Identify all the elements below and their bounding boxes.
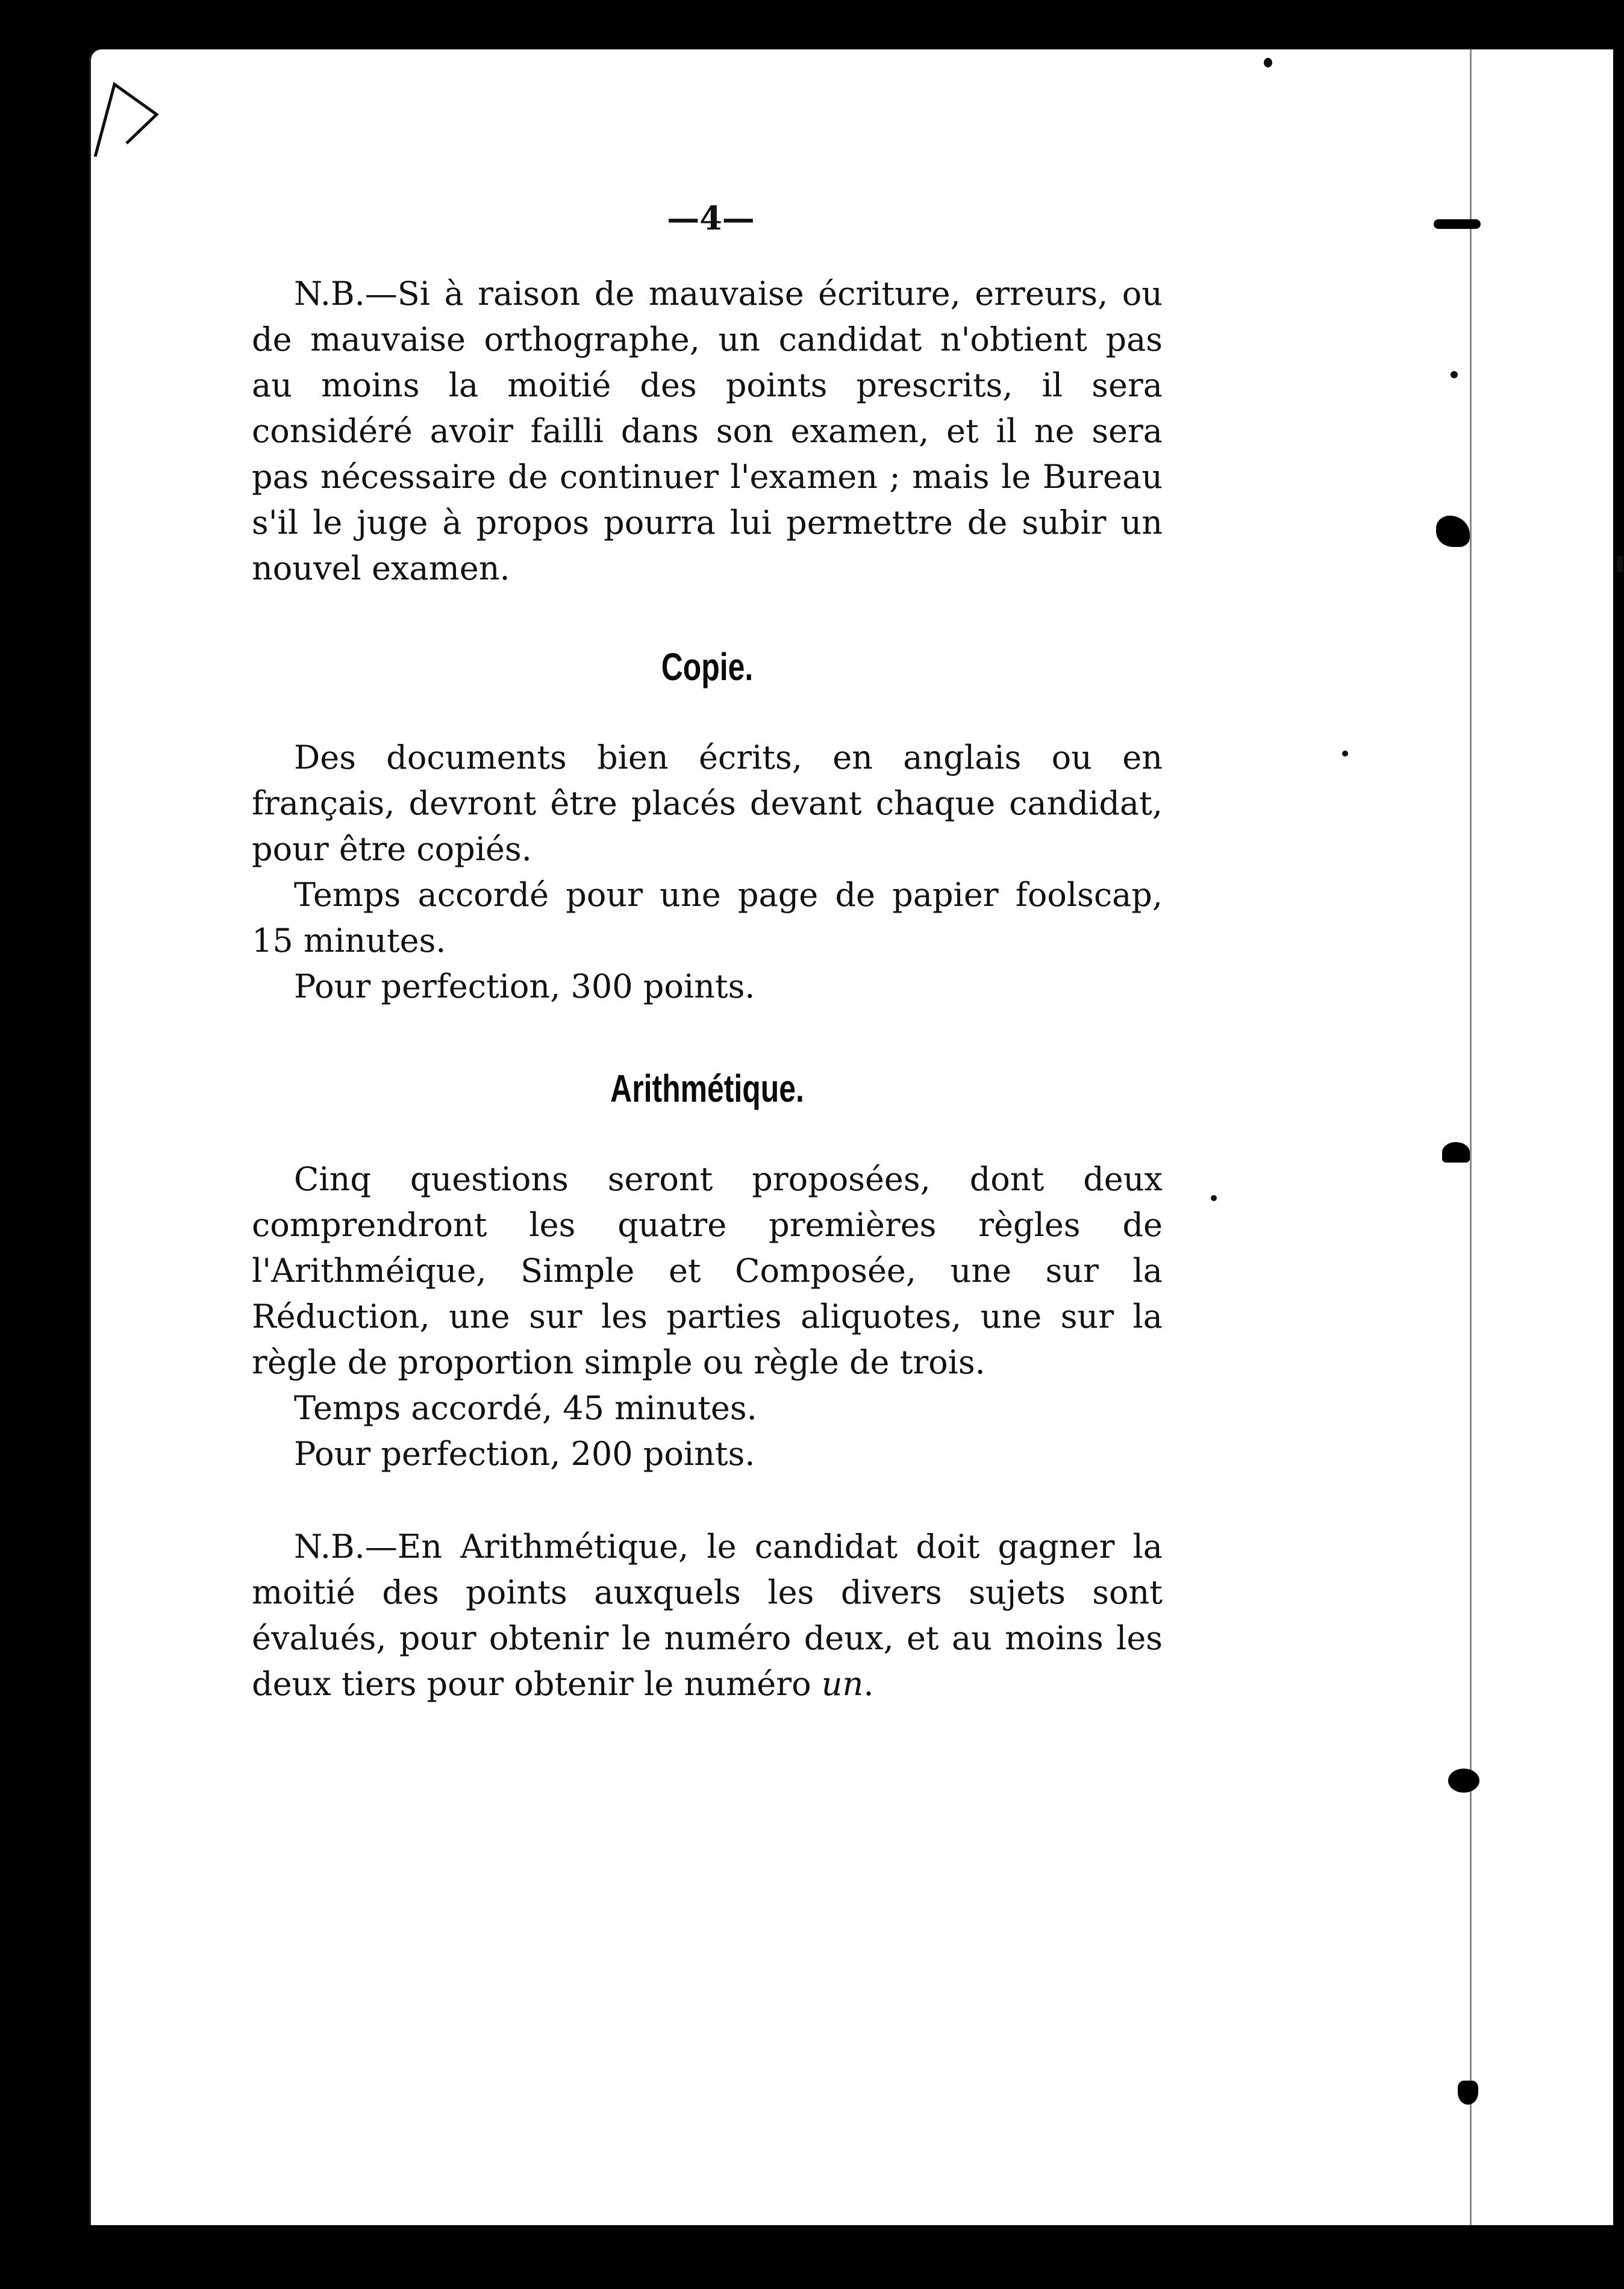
- page-fold-line: [1470, 49, 1472, 2225]
- nb-writing-text: N.B.—Si à raison de mauvaise écriture, erreurs, ou de mauvaise orthographe, un candidat n'obtient pas au moins la moitié des points prescrits, il sera considéré avoir failli dans son examen, et il ne sera pas nécessaire de continuer l'examen ; mais le Bureau s'il le juge à propos pourra lui permettre de subir un nouvel examen.: [252, 275, 1163, 587]
- scan-blot: [1458, 2081, 1478, 2105]
- copie-description: Des documents bien écrits, en anglais ou en français, devront être placés devant chaque candidat, pour être copiés.: [252, 739, 1163, 868]
- nb-arithmetic-period: .: [863, 1665, 874, 1703]
- scan-blot: [1434, 219, 1481, 229]
- heading-arithmetique: Arithmétique.: [610, 1067, 804, 1110]
- page-number: —4—: [667, 199, 755, 237]
- scan-speck: [1617, 555, 1623, 572]
- nb-arithmetic-italic-word: un: [821, 1665, 864, 1703]
- arithmetique-description: Cinq questions seront proposées, dont deux comprendront les quatre premières règles de l'Arithméique, Simple et Composée, une sur la Réduction, une sur les parties aliquotes, une sur la règle de proportion simple ou règle de trois.: [252, 1160, 1163, 1381]
- nb-paragraph-writing: [252, 271, 1163, 592]
- scan-speck: [1451, 371, 1458, 378]
- scan-speck: [1211, 1195, 1217, 1201]
- heading-copie: Copie.: [661, 645, 754, 689]
- arithmetique-points: Pour perfection, 200 points.: [294, 1435, 755, 1473]
- folded-corner-mark: [90, 72, 169, 163]
- copie-points: Pour perfection, 300 points.: [294, 967, 755, 1005]
- arithmetique-time-allowed: Temps accordé, 45 minutes.: [294, 1389, 757, 1427]
- arithmetique-section: [252, 1157, 1163, 1477]
- nb-paragraph-arithmetic: [252, 1524, 1163, 1707]
- nb-arithmetic-body: N.B.—En Arithmétique, le candidat doit gagner la moitié des points auxquels les divers sujets sont évalués, pour obtenir le numéro deux, et au moins les deux tiers pour obtenir le numéro: [252, 1528, 1163, 1703]
- scan-speck: [1342, 751, 1348, 757]
- copie-section: [252, 735, 1163, 1010]
- scan-speck: [1264, 58, 1272, 67]
- scan-blot: [1448, 1769, 1479, 1793]
- scan-blot: [1442, 1142, 1470, 1163]
- copie-time-allowed: Temps accordé pour une page de papier foolscap, 15 minutes.: [252, 876, 1163, 960]
- nb-arithmetic-text: [252, 1524, 1163, 1707]
